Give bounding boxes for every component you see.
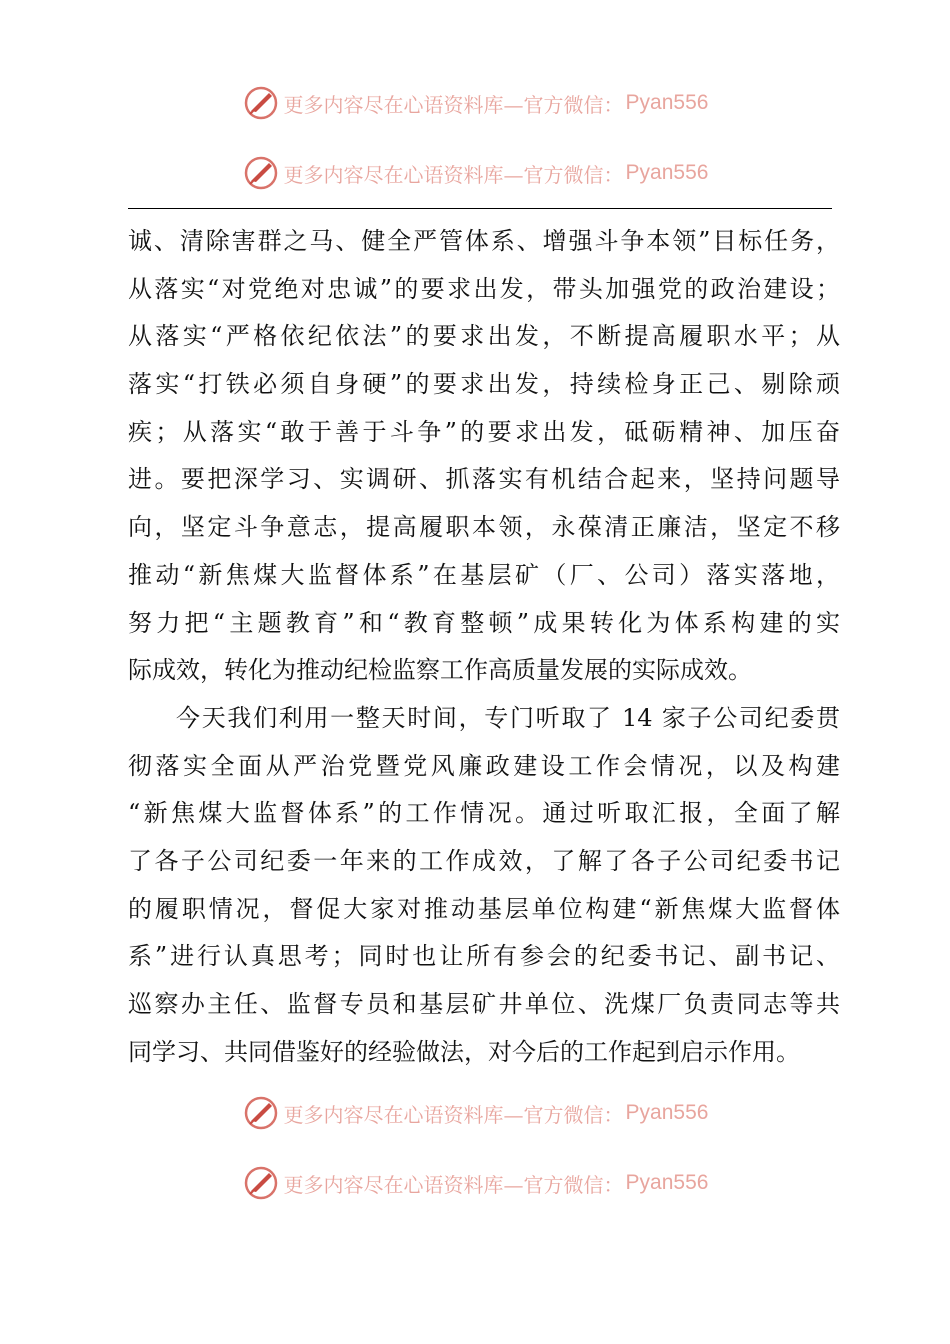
text-line: 际成效，转化为推动纪检监察工作高质量发展的实际成效。	[128, 656, 752, 685]
header-divider	[128, 208, 832, 209]
watermark-account: Pyan556	[625, 1171, 709, 1194]
quill-logo-icon	[242, 154, 280, 192]
watermark-account: Pyan556	[625, 1101, 709, 1124]
paragraph	[128, 218, 840, 695]
text-line: 向，坚定斗争意志，提高履职本领，永葆清正廉洁，坚定不移	[128, 513, 840, 542]
watermark-text: 更多内容尽在心语资料库—官方微信：	[283, 1102, 624, 1127]
paragraph	[128, 695, 840, 1077]
text-line: 彻落实全面从严治党暨党风廉政建设工作会情况，以及构建	[128, 751, 840, 780]
text-line: 的履职情况，督促大家对推动基层单位构建“新焦煤大监督体	[128, 894, 840, 923]
text-line: 同学习、共同借鉴好的经验做法，对今后的工作起到启示作用。	[128, 1037, 800, 1066]
text-line: 疾；从落实“敢于善于斗争”的要求出发，砥砺精神、加压奋	[128, 417, 840, 446]
quill-logo-icon	[242, 1164, 280, 1202]
text-line: 巡察办主任、监督专员和基层矿井单位、洗煤厂负责同志等共	[128, 990, 840, 1018]
watermark-text: 更多内容尽在心语资料库—官方微信：	[283, 92, 624, 117]
text-line: 从落实“严格依纪依法”的要求出发，不断提高履职水平；从	[128, 322, 840, 351]
watermark-banner	[0, 1163, 950, 1203]
text-line: 从落实“对党绝对忠诚”的要求出发，带头加强党的政治建设；	[128, 274, 840, 303]
text-line: 诚、清除害群之马、健全严管体系、增强斗争本领”目标任务，	[128, 227, 840, 255]
text-line: 落实“打铁必须自身硬”的要求出发，持续检身正己、剔除顽	[128, 370, 840, 399]
text-line: “新焦煤大监督体系”的工作情况。通过听取汇报，全面了解	[128, 799, 840, 828]
watermark-banner	[0, 83, 950, 123]
text-line: 推动“新焦煤大监督体系”在基层矿（厂、公司）落实落地，	[128, 560, 840, 589]
text-line: 努力把“主题教育”和“教育整顿”成果转化为体系构建的实	[128, 608, 840, 637]
watermark-account: Pyan556	[625, 91, 709, 114]
watermark-account: Pyan556	[625, 161, 709, 184]
quill-logo-icon	[242, 84, 280, 122]
document-body	[128, 218, 840, 1076]
watermark-banner	[0, 153, 950, 193]
text-line: 了各子公司纪委一年来的工作成效，了解了各子公司纪委书记	[128, 846, 840, 875]
watermark-banner	[0, 1093, 950, 1133]
text-line: 系”进行认真思考；同时也让所有参会的纪委书记、副书记、	[128, 942, 840, 971]
text-line: 今天我们利用一整天时间，专门听取了 14 家子公司纪委贯	[176, 703, 840, 732]
watermark-text: 更多内容尽在心语资料库—官方微信：	[283, 1172, 624, 1197]
text-line: 进。要把深学习、实调研、抓落实有机结合起来，坚持问题导	[128, 465, 840, 494]
watermark-text: 更多内容尽在心语资料库—官方微信：	[283, 162, 624, 187]
quill-logo-icon	[242, 1094, 280, 1132]
